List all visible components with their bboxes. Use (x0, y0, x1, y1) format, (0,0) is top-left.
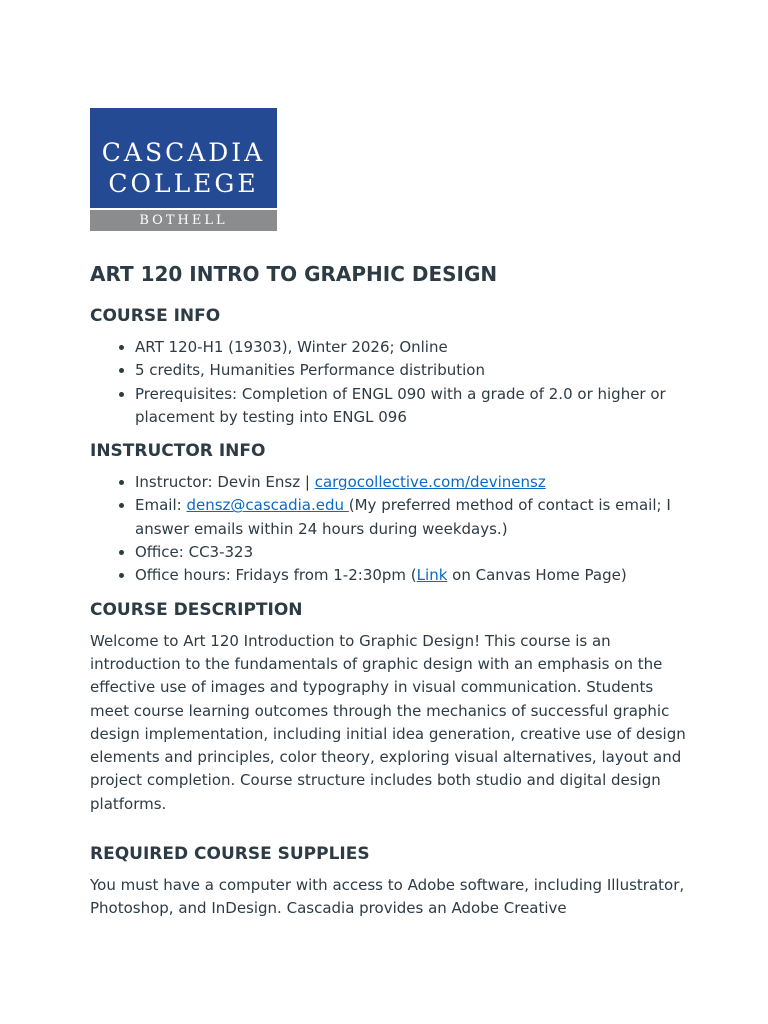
email-link[interactable]: densz@cascadia.edu (186, 496, 349, 515)
office-hours-note: on Canvas Home Page) (447, 566, 627, 585)
course-description-text: Welcome to Art 120 Introduction to Graphic Design! This course is an introduction to the fundamentals of graphic design with an emphasis on the effective use of images and typography in visual communication. Students meet course learning outcomes through the mechanics of successful graphic design implementation, including initial idea generation, creative use of design elements and principles, color theory, exploring visual alternatives, layout and project completion. Course structure includes both studio and digital design platforms. (90, 631, 686, 813)
email-label: Email: (135, 496, 187, 515)
office-item: • Office: CC3-323 (135, 541, 690, 564)
logo-line-cascadia: CASCADIA (101, 138, 266, 167)
office-hours-label: Office hours: Fridays from 1-2:30pm ( (135, 566, 417, 585)
logo-line-college: COLLEGE (108, 169, 259, 198)
email-note: (My preferred method of contact is email; I answer emails within 24 hours during weekdays.) (135, 496, 671, 538)
course-description-heading: COURSE DESCRIPTION (90, 599, 303, 620)
email-item (135, 494, 690, 541)
course-info-item: • 5 credits, Humanities Performance distribution (135, 359, 690, 382)
required-supplies-heading: REQUIRED COURSE SUPPLIES (90, 844, 370, 865)
office-hours-link[interactable]: Link (416, 566, 448, 585)
course-info-list (90, 336, 690, 429)
course-info-heading: COURSE INFO (90, 306, 221, 326)
portfolio-link[interactable]: cargocollective.com/devinensz (314, 473, 546, 492)
instructor-item (135, 471, 690, 494)
instructor-label: Instructor: Devin Ensz | (135, 473, 315, 492)
office-hours-item (135, 564, 690, 587)
instructor-info-list (90, 471, 690, 587)
required-supplies-text: You must have a computer with access to Adobe software, including Illustrator, Photoshop, and InDesign. Cascadia provides an Adobe Creative (90, 876, 685, 918)
syllabus-content (90, 260, 690, 921)
cascadia-college-logo (90, 108, 277, 231)
logo-line-bothell: BOTHELL (90, 208, 277, 231)
instructor-info-heading: INSTRUCTOR INFO (90, 441, 266, 462)
course-info-item: • ART 120-H1 (19303), Winter 2026; Online (135, 336, 690, 359)
page-title: ART 120 INTRO TO GRAPHIC DESIGN (90, 262, 498, 286)
course-info-item: • Prerequisites: Completion of ENGL 090 with a grade of 2.0 or higher or placement by testing into ENGL 096 (135, 383, 690, 430)
